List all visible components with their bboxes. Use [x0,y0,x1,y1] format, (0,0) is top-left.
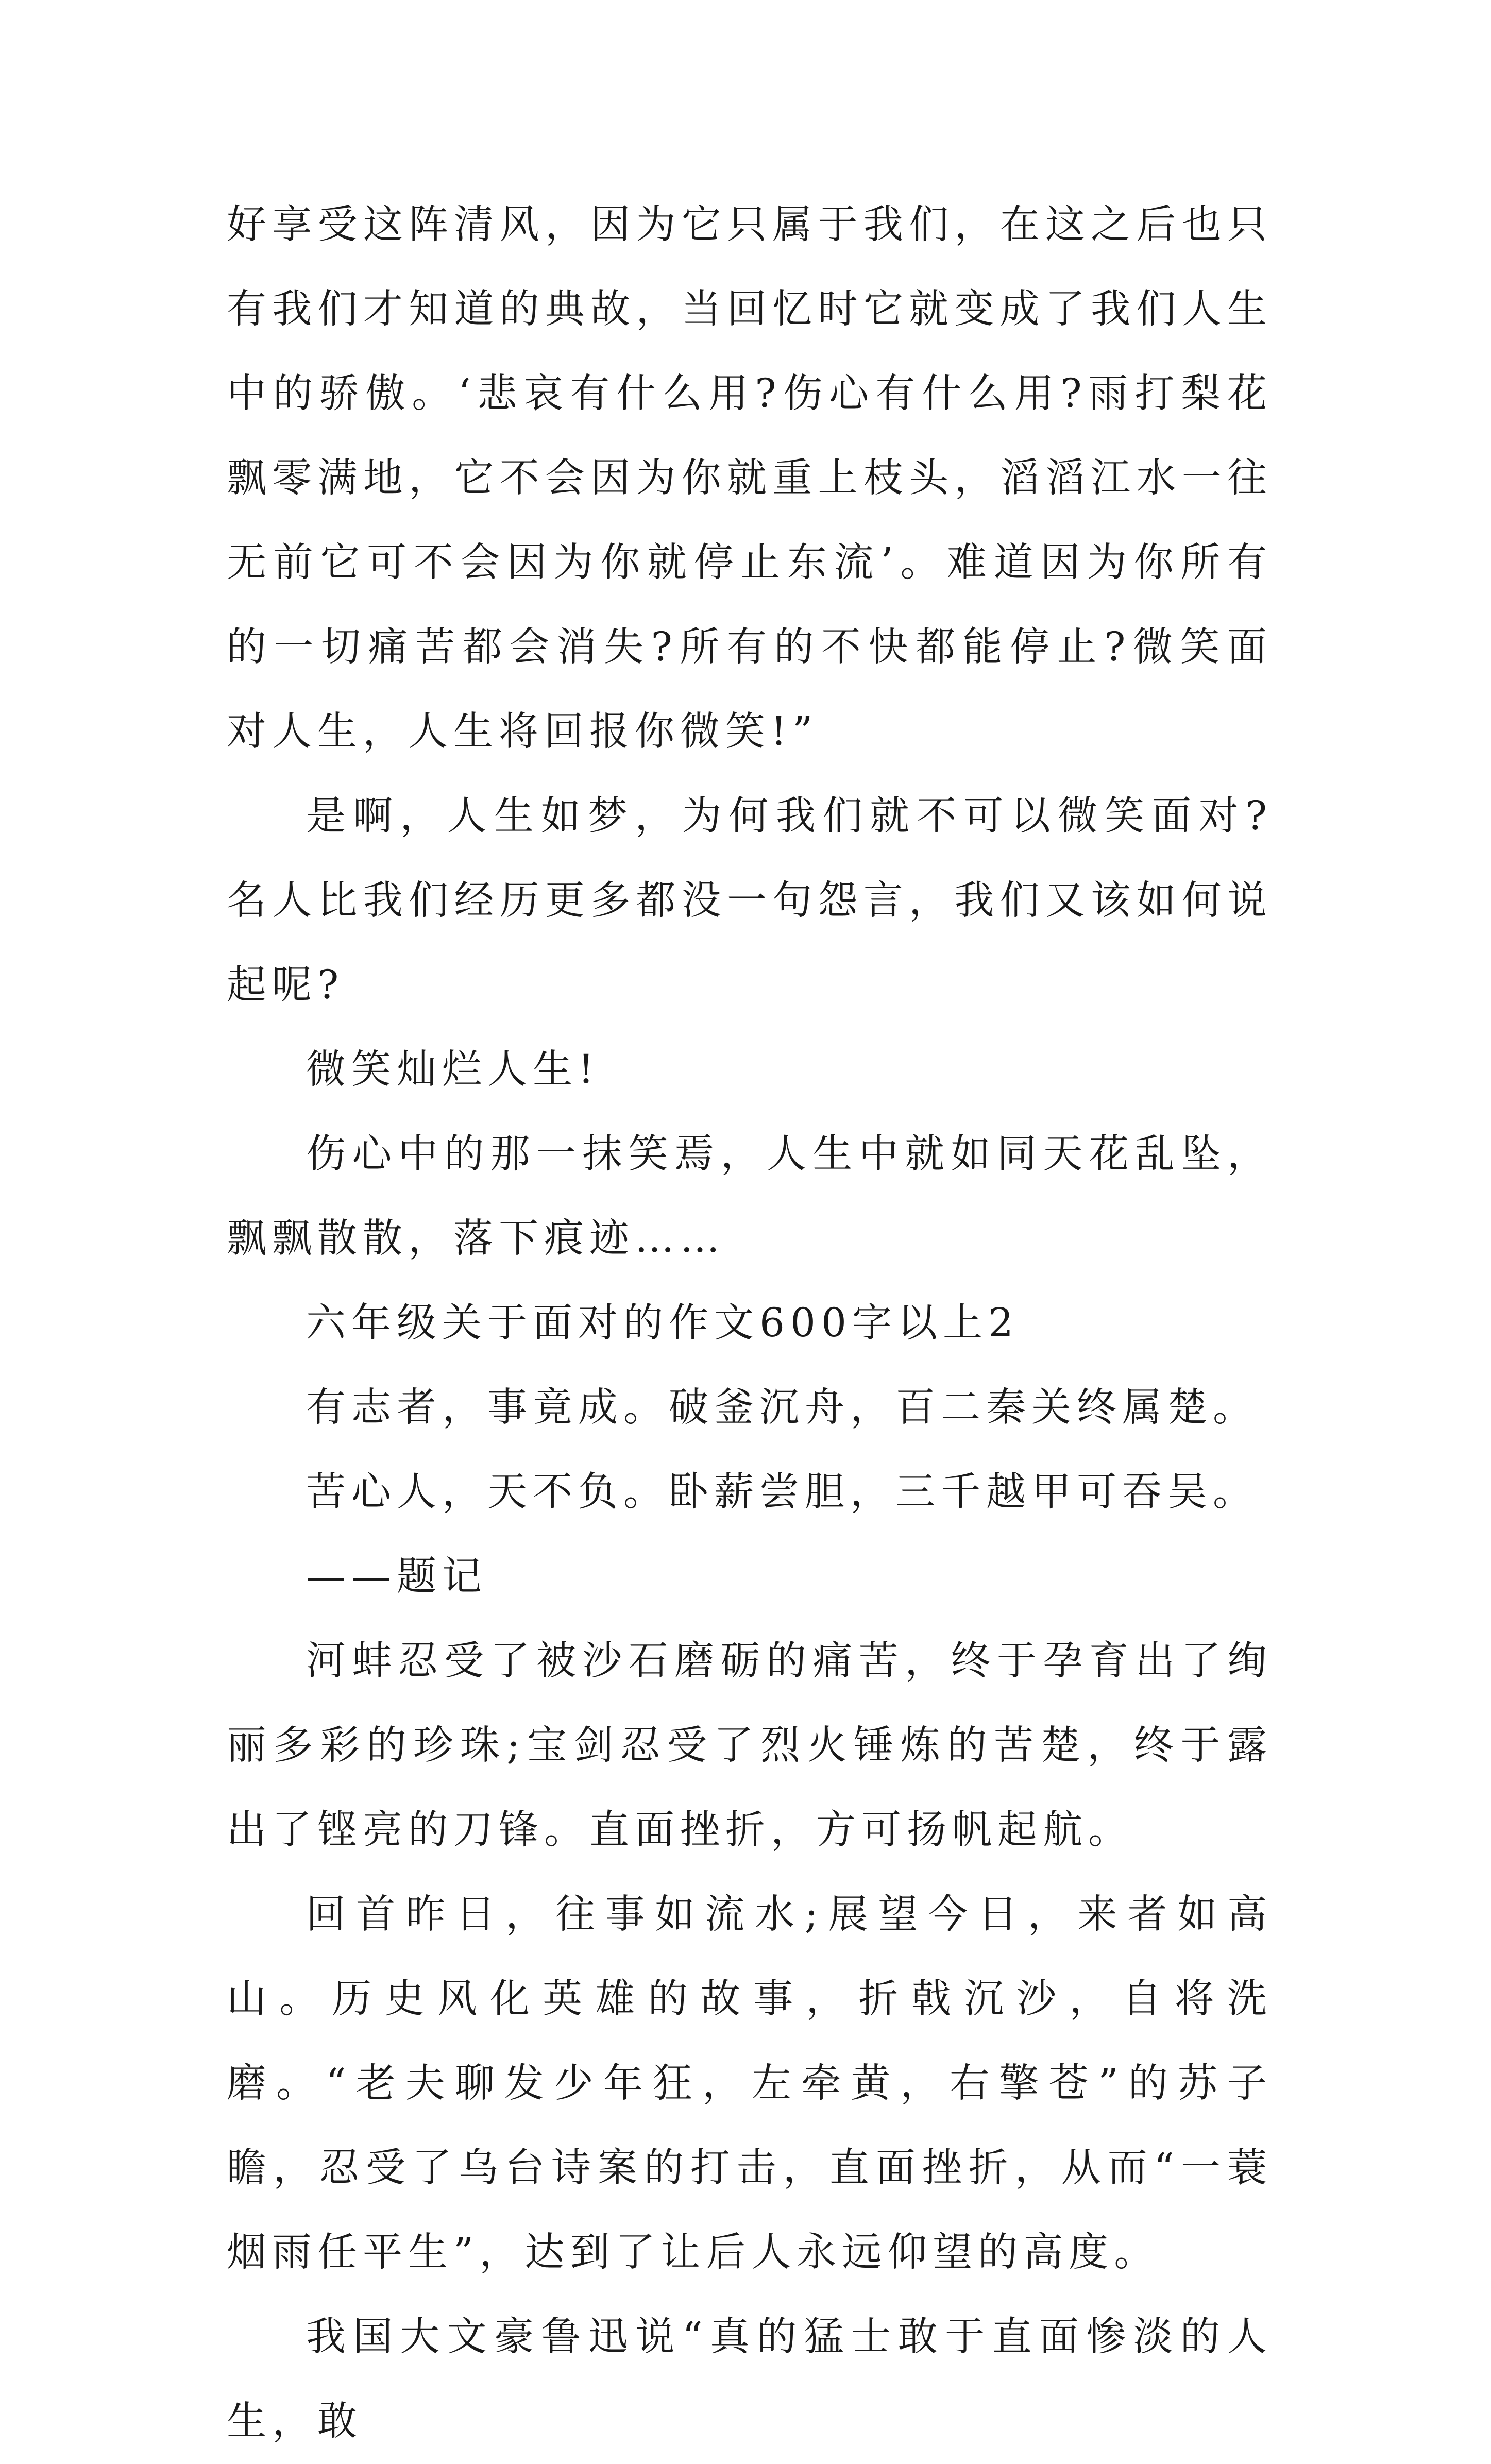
epigraph-attribution: ——题记 [306,1554,487,1600]
epigraph-line: 苦心人，天不负。卧薪尝胆，三千越甲可吞吴。 [306,1469,1258,1515]
section-heading: 六年级关于面对的作文600字以上2 [306,1300,1019,1346]
paragraph: 河蚌忍受了被沙石磨砺的痛苦，终于孕育出了绚丽多彩的珍珠;宝剑忍受了烈火锤炼的苦楚，终于露出了铿亮的刀锋。直面挫折，方可扬帆起航。 [227,1638,1273,1853]
paragraph: 是啊，人生如梦，为何我们就不可以微笑面对?名人比我们经历更多都没一句怨言，我们又该如何说起呢? [227,793,1273,1008]
document-body [227,183,1273,2464]
paragraph: 伤心中的那一抹笑焉，人生中就如同天花乱坠，飘飘散散，落下痕迹…… [227,1131,1273,1262]
paragraph: 我国大文豪鲁迅说“真的猛士敢于直面惨淡的人生，敢 [227,2314,1273,2444]
paragraph: 回首昨日，往事如流水;展望今日，来者如高山。历史风化英雄的故事，折戟沉沙，自将洗磨。“老夫聊发少年狂，左牵黄，右擎苍”的苏子瞻，忍受了乌台诗案的打击，直面挫折，从而“一蓑烟雨任平生”，达到了让后人永远仰望的高度。 [227,1892,1273,2275]
paragraph-continuation: 好享受这阵清风，因为它只属于我们，在这之后也只有我们才知道的典故，当回忆时它就变成了我们人生中的骄傲。‘悲哀有什么用?伤心有什么用?雨打梨花飘零满地，它不会因为你就重上枝头，滔滔江水一往无前它可不会因为你就停止东流’。难道因为你所有的一切痛苦都会消失?所有的不快都能停止?微笑面对人生，人生将回报你微笑!” [227,202,1273,755]
epigraph-line: 有志者，事竟成。破釜沉舟，百二秦关终属楚。 [306,1385,1258,1431]
paragraph: 微笑灿烂人生! [306,1047,600,1093]
